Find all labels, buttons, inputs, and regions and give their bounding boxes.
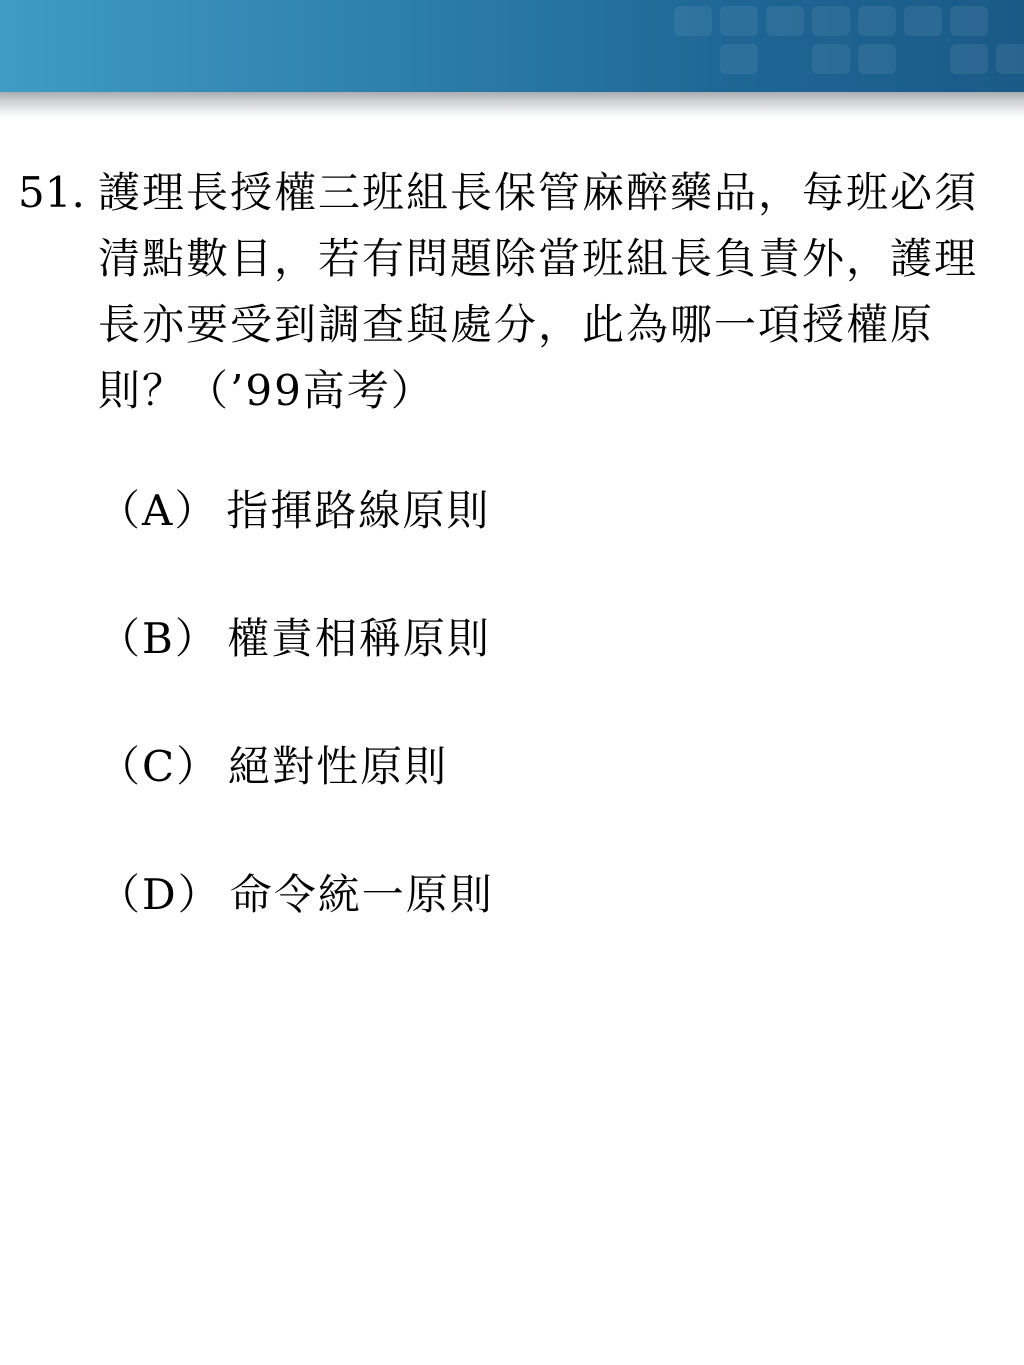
option-d	[98, 862, 978, 990]
option-a-text: 指揮路線原則	[226, 486, 491, 535]
option-c	[98, 734, 978, 862]
option-b	[98, 606, 978, 734]
options-list	[98, 478, 978, 990]
option-c-text: 絕對性原則	[228, 742, 449, 791]
option-c-letter: （C）	[98, 742, 221, 791]
option-a-letter: （A）	[98, 486, 219, 535]
question-text: 護理長授權三班組長保管麻醉藥品，每班必須清點數目，若有問題除當班組長負責外，護理長亦要受到調查與處分，此為哪一項授權原則？（’99高考）	[98, 168, 979, 415]
header-shadow	[0, 92, 1024, 118]
question-block	[18, 160, 1008, 424]
header-banner	[0, 0, 1024, 92]
option-b-letter: （B）	[98, 614, 219, 663]
option-b-text: 權責相稱原則	[226, 614, 491, 663]
tile-pattern-decoration-icon	[664, 0, 1024, 92]
option-d-text: 命令統一原則	[229, 870, 494, 919]
option-a	[98, 478, 978, 606]
option-d-letter: （D）	[98, 870, 222, 919]
question-number: 51.	[18, 168, 85, 217]
